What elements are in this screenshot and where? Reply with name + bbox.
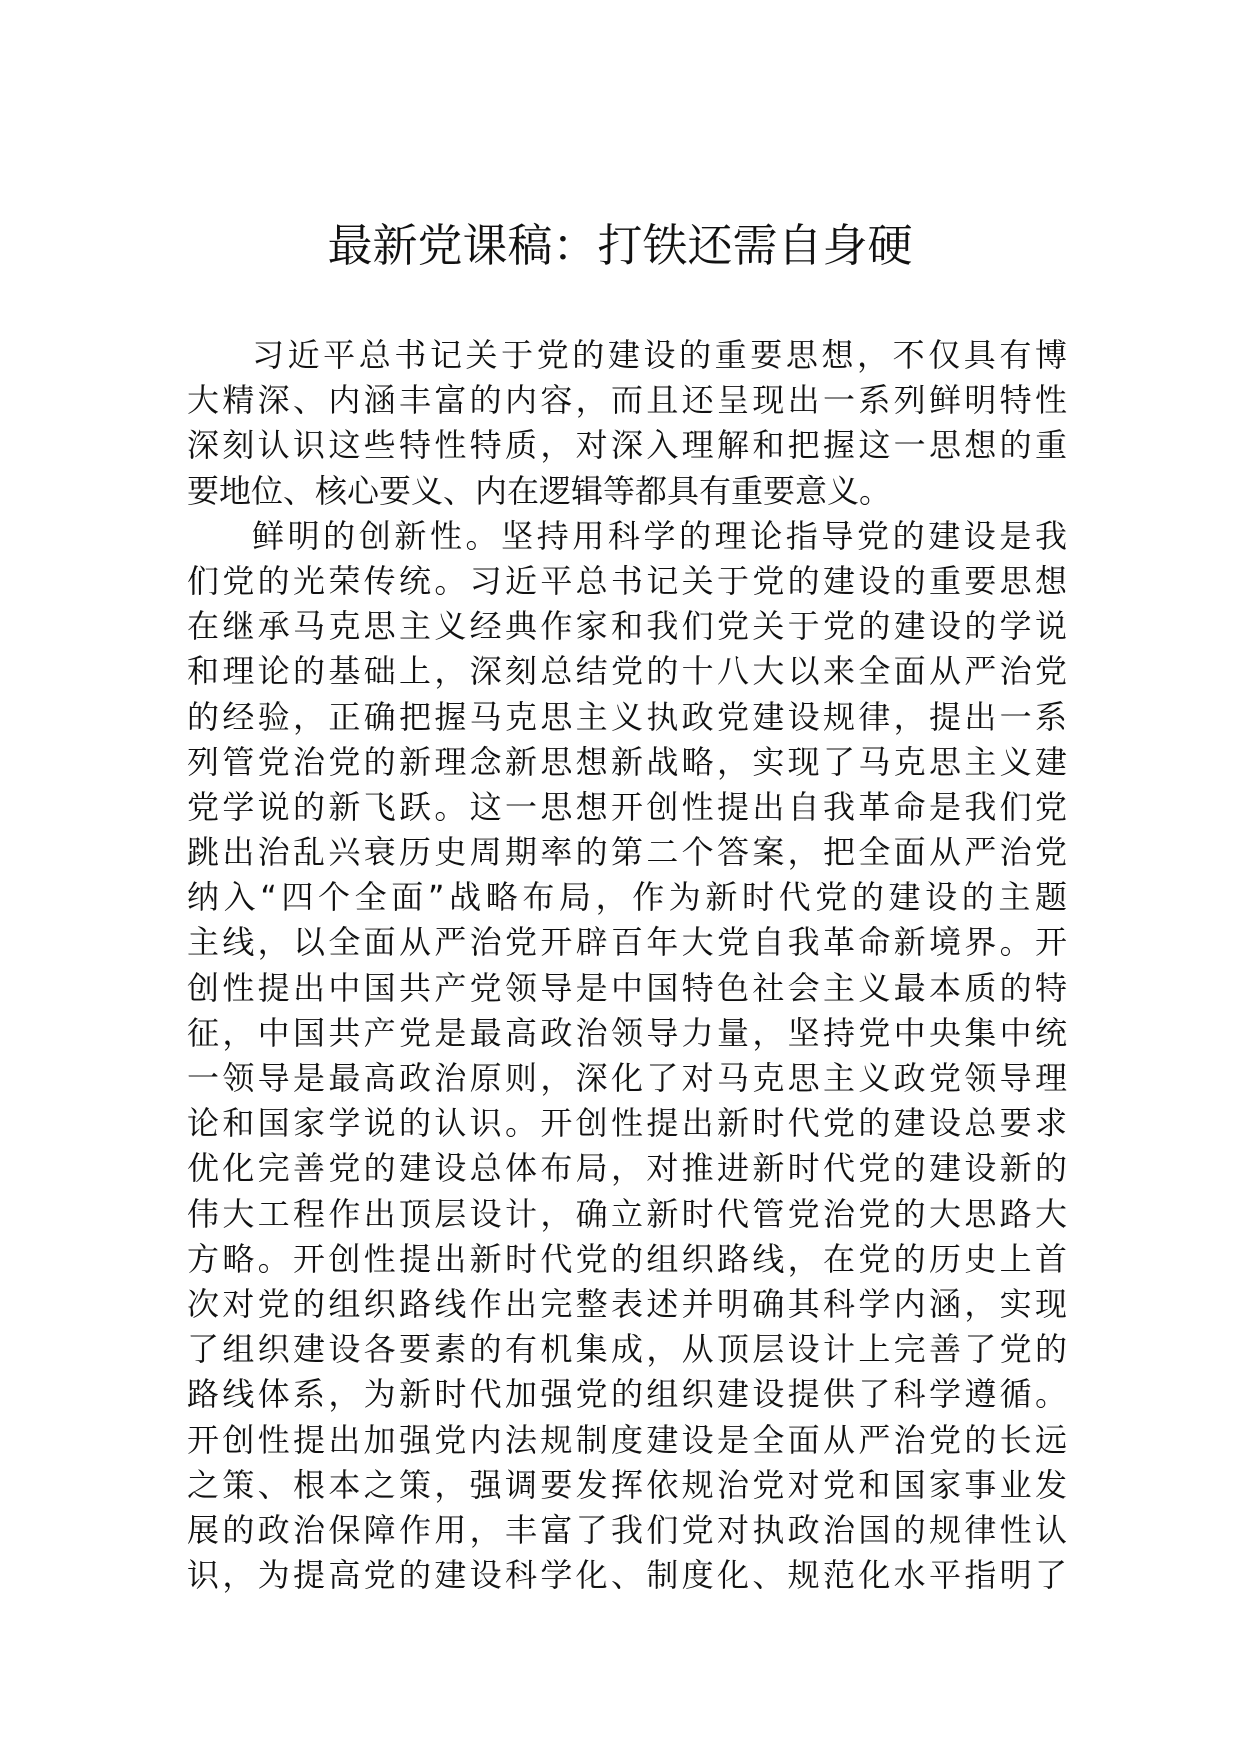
text-line: 习近平总书记关于党的建设的重要思想，不仅具有博 <box>252 336 1067 374</box>
text-line: 展的政治保障作用，丰富了我们党对执政治国的规律性认 <box>187 1510 1067 1549</box>
text-line: 们党的光荣传统。习近平总书记关于党的建设的重要思想 <box>187 561 1067 600</box>
text-line: 创性提出中国共产党领导是中国特色社会主义最本质的特 <box>187 968 1067 1007</box>
document-title: 最新党课稿：打铁还需自身硬 <box>327 219 913 272</box>
text-line: 党学说的新飞跃。这一思想开创性提出自我革命是我们党 <box>187 787 1067 826</box>
document-body <box>187 333 1067 1598</box>
text-line: 路线体系，为新时代加强党的组织建设提供了科学遵循。 <box>187 1375 1067 1414</box>
text-line: 开创性提出加强党内法规制度建设是全面从严治党的长远 <box>187 1420 1067 1459</box>
text-line: 的经验，正确把握马克思主义执政党建设规律，提出一系 <box>187 697 1067 736</box>
text-line: 次对党的组织路线作出完整表述并明确其科学内涵，实现 <box>187 1284 1067 1323</box>
text-line: 列管党治党的新理念新思想新战略，实现了马克思主义建 <box>187 742 1067 781</box>
text-line: 鲜明的创新性。坚持用科学的理论指导党的建设是我 <box>252 516 1067 555</box>
text-line: 之策、根本之策，强调要发挥依规治党对党和国家事业发 <box>187 1465 1067 1504</box>
text-line: 识，为提高党的建设科学化、制度化、规范化水平指明了 <box>187 1556 1067 1595</box>
text-line: 方略。开创性提出新时代党的组织路线，在党的历史上首 <box>187 1239 1067 1278</box>
text-line: 了组织建设各要素的有机集成，从顶层设计上完善了党的 <box>187 1330 1067 1369</box>
text-line: 优化完善党的建设总体布局，对推进新时代党的建设新的 <box>187 1149 1067 1188</box>
text-line: 深刻认识这些特性特质，对深入理解和把握这一思想的重 <box>187 426 1067 465</box>
text-line: 征，中国共产党是最高政治领导力量，坚持党中央集中统 <box>187 1013 1067 1052</box>
text-line: 跳出治乱兴衰历史周期率的第二个答案，把全面从严治党 <box>187 833 1067 872</box>
text-line: 和理论的基础上，深刻总结党的十八大以来全面从严治党 <box>187 652 1067 691</box>
text-line: 一领导是最高政治原则，深化了对马克思主义政党领导理 <box>187 1059 1067 1097</box>
text-line: 大精深、内涵丰富的内容，而且还呈现出一系列鲜明特性 <box>187 381 1067 420</box>
paragraph-intro <box>187 333 1067 514</box>
text-line: 在继承马克思主义经典作家和我们党关于党的建设的学说 <box>187 607 1067 646</box>
text-line: 伟大工程作出顶层设计，确立新时代管党治党的大思路大 <box>187 1194 1067 1233</box>
text-line: 要地位、核心要义、内在逻辑等都具有重要意义。 <box>187 471 892 510</box>
paragraph-innovation <box>187 514 1067 1599</box>
text-line: 纳入“四个全面”战略布局，作为新时代党的建设的主题 <box>187 878 1067 917</box>
text-line: 论和国家学说的认识。开创性提出新时代党的建设总要求 <box>187 1104 1067 1143</box>
text-line: 主线，以全面从严治党开辟百年大党自我革命新境界。开 <box>187 923 1067 962</box>
